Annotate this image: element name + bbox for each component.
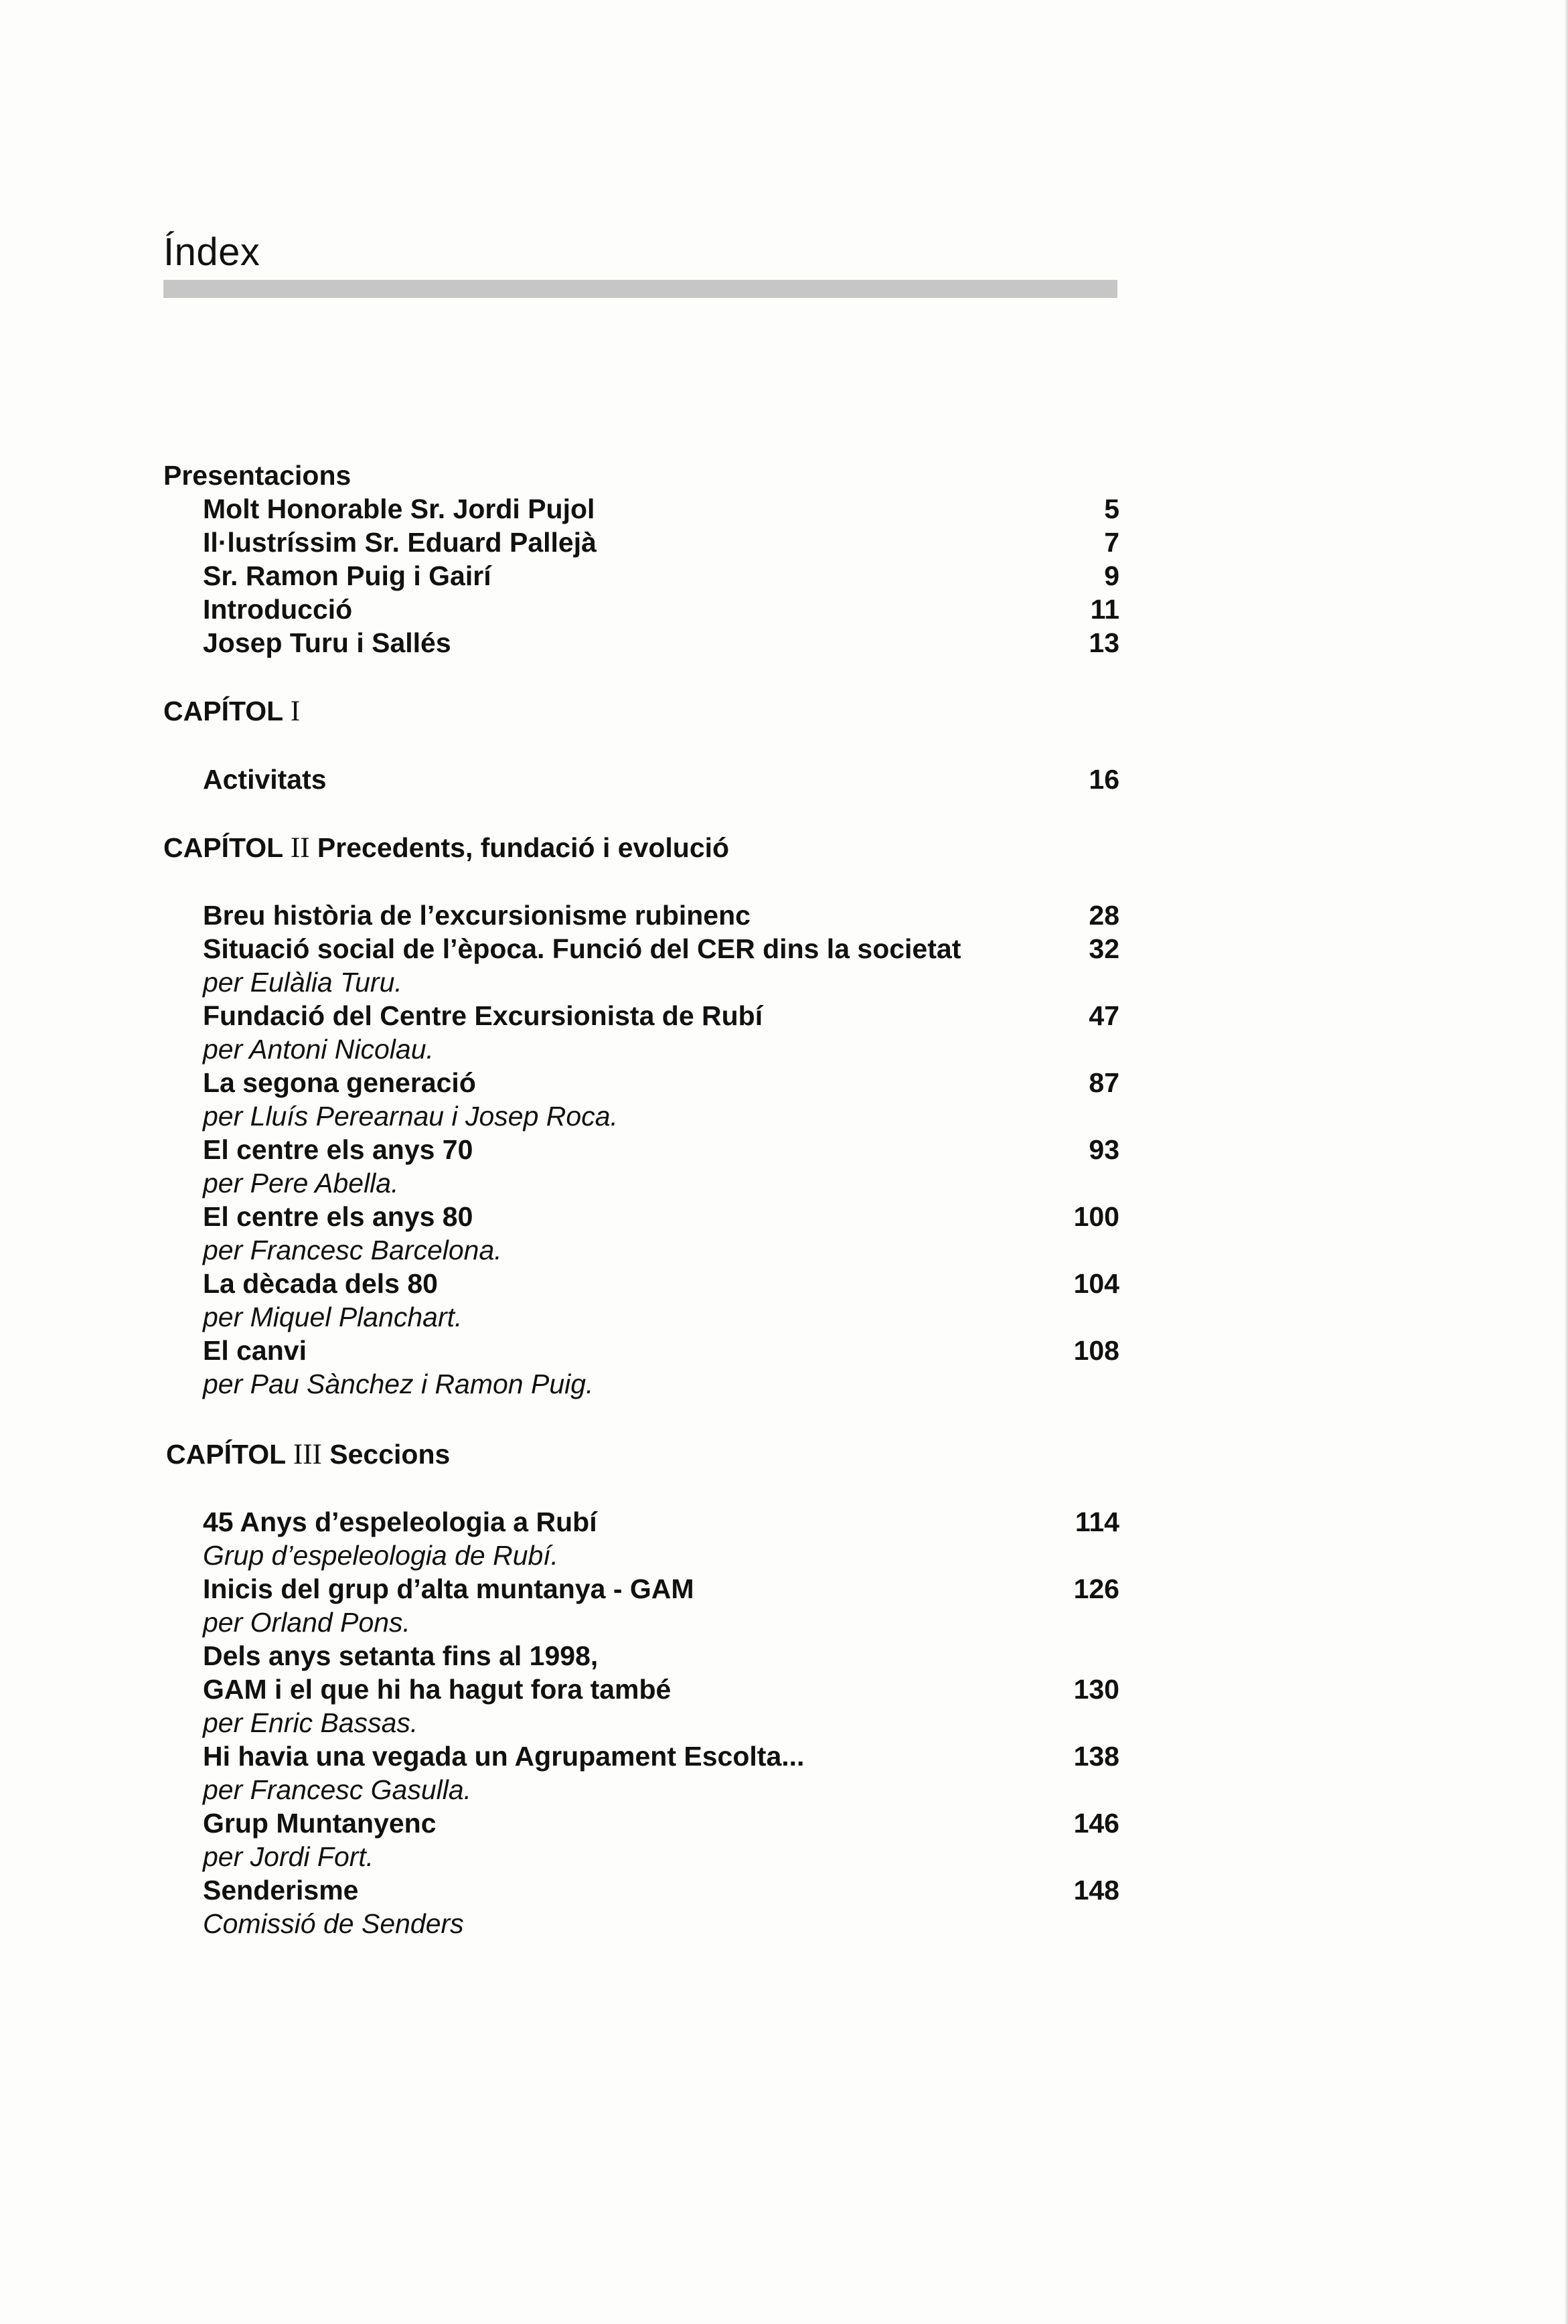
toc-entry-title: Senderisme [203, 1875, 359, 1906]
toc-entry-page: 114 [1075, 1506, 1119, 1537]
toc-entry-author: per Jordi Fort. [203, 1841, 374, 1872]
chapter-numeral: III [293, 1439, 322, 1470]
toc-entry-author: per Enric Bassas. [203, 1707, 418, 1738]
toc-entry-title: Dels anys setanta fins al 1998, [203, 1640, 599, 1671]
toc-entry-title: Grup Muntanyenc [203, 1808, 437, 1839]
chapter-label: CAPÍTOL [166, 1439, 286, 1470]
chapter-numeral: II [290, 832, 310, 864]
toc-entry-author: per Pere Abella. [203, 1168, 399, 1198]
toc-entry-title: Sr. Ramon Puig i Gairí [203, 560, 491, 591]
toc-entry-page: 11 [1090, 594, 1119, 625]
toc-entry-page: 100 [1073, 1201, 1119, 1232]
section-heading-presentacions: Presentacions [163, 460, 351, 491]
chapter-heading-3 [166, 1438, 450, 1472]
chapter-label: CAPÍTOL [163, 696, 283, 726]
page-title: Índex [163, 230, 260, 274]
toc-entry-title: El centre els anys 70 [203, 1134, 473, 1165]
toc-entry-title: Introducció [203, 594, 353, 625]
toc-entry-title: Breu història de l’excursionisme rubinenc [203, 900, 751, 931]
toc-entry-title: La dècada dels 80 [203, 1268, 438, 1299]
chapter-heading-1 [163, 694, 300, 728]
toc-entry-author: per Eulàlia Turu. [203, 967, 402, 998]
toc-entry-page: 138 [1073, 1741, 1119, 1772]
chapter-label: CAPÍTOL [163, 832, 283, 863]
toc-entry-author: per Orland Pons. [203, 1607, 410, 1638]
toc-entry-title: Fundació del Centre Excursionista de Rubí [203, 1000, 763, 1031]
toc-entry-page: 13 [1089, 627, 1119, 658]
toc-entry-author: per Lluís Perearnau i Josep Roca. [203, 1101, 618, 1132]
toc-entry-page: 5 [1104, 493, 1119, 524]
toc-entry-title-continued: GAM i el que hi ha hagut fora també [203, 1674, 672, 1705]
chapter-subtitle: Precedents, fundació i evolució [317, 832, 730, 863]
toc-entry-page: 47 [1089, 1000, 1119, 1031]
toc-entry-title: Hi havia una vegada un Agrupament Escolta... [203, 1741, 805, 1772]
toc-entry-page: 148 [1073, 1875, 1119, 1906]
toc-entry-title: Activitats [203, 764, 327, 795]
toc-entry-page: 32 [1089, 933, 1119, 964]
toc-entry-author: per Miquel Planchart. [203, 1302, 463, 1332]
toc-entry-title: La segona generació [203, 1067, 476, 1098]
toc-entry-page: 130 [1073, 1674, 1119, 1705]
toc-entry-page: 28 [1089, 900, 1119, 931]
chapter-subtitle: Seccions [329, 1439, 451, 1470]
chapter-numeral: I [290, 696, 301, 727]
toc-entry-title: Situació social de l’època. Funció del CER dins la societat [203, 933, 961, 964]
toc-entry-page: 7 [1104, 527, 1119, 558]
toc-entry-title: Il·lustríssim Sr. Eduard Pallejà [203, 527, 597, 558]
toc-entry-title: Molt Honorable Sr. Jordi Pujol [203, 493, 595, 524]
toc-entry-author: Comissió de Senders [203, 1908, 464, 1939]
toc-entry-author: per Antoni Nicolau. [203, 1034, 434, 1065]
toc-entry-page: 9 [1104, 560, 1119, 591]
toc-entry-author: per Pau Sànchez i Ramon Puig. [203, 1369, 594, 1399]
toc-entry-title: Josep Turu i Sallés [203, 627, 451, 658]
toc-entry-title: 45 Anys d’espeleologia a Rubí [203, 1506, 597, 1537]
toc-entry-page: 16 [1089, 764, 1119, 795]
toc-entry-title: El canvi [203, 1335, 307, 1366]
toc-entry-page: 93 [1089, 1134, 1119, 1165]
chapter-heading-2 [163, 831, 729, 865]
toc-entry-page: 87 [1089, 1067, 1119, 1098]
toc-entry-title: Inicis del grup d’alta muntanya - GAM [203, 1573, 694, 1604]
toc-entry-author: per Francesc Gasulla. [203, 1774, 472, 1805]
toc-entry-page: 126 [1073, 1573, 1119, 1604]
toc-entry-page: 146 [1073, 1808, 1119, 1839]
toc-entry-author: Grup d’espeleologia de Rubí. [203, 1540, 559, 1571]
toc-entry-title: El centre els anys 80 [203, 1201, 473, 1232]
toc-entry-page: 104 [1073, 1268, 1119, 1299]
toc-entry-author: per Francesc Barcelona. [203, 1235, 502, 1265]
toc-entry-page: 108 [1073, 1335, 1119, 1366]
